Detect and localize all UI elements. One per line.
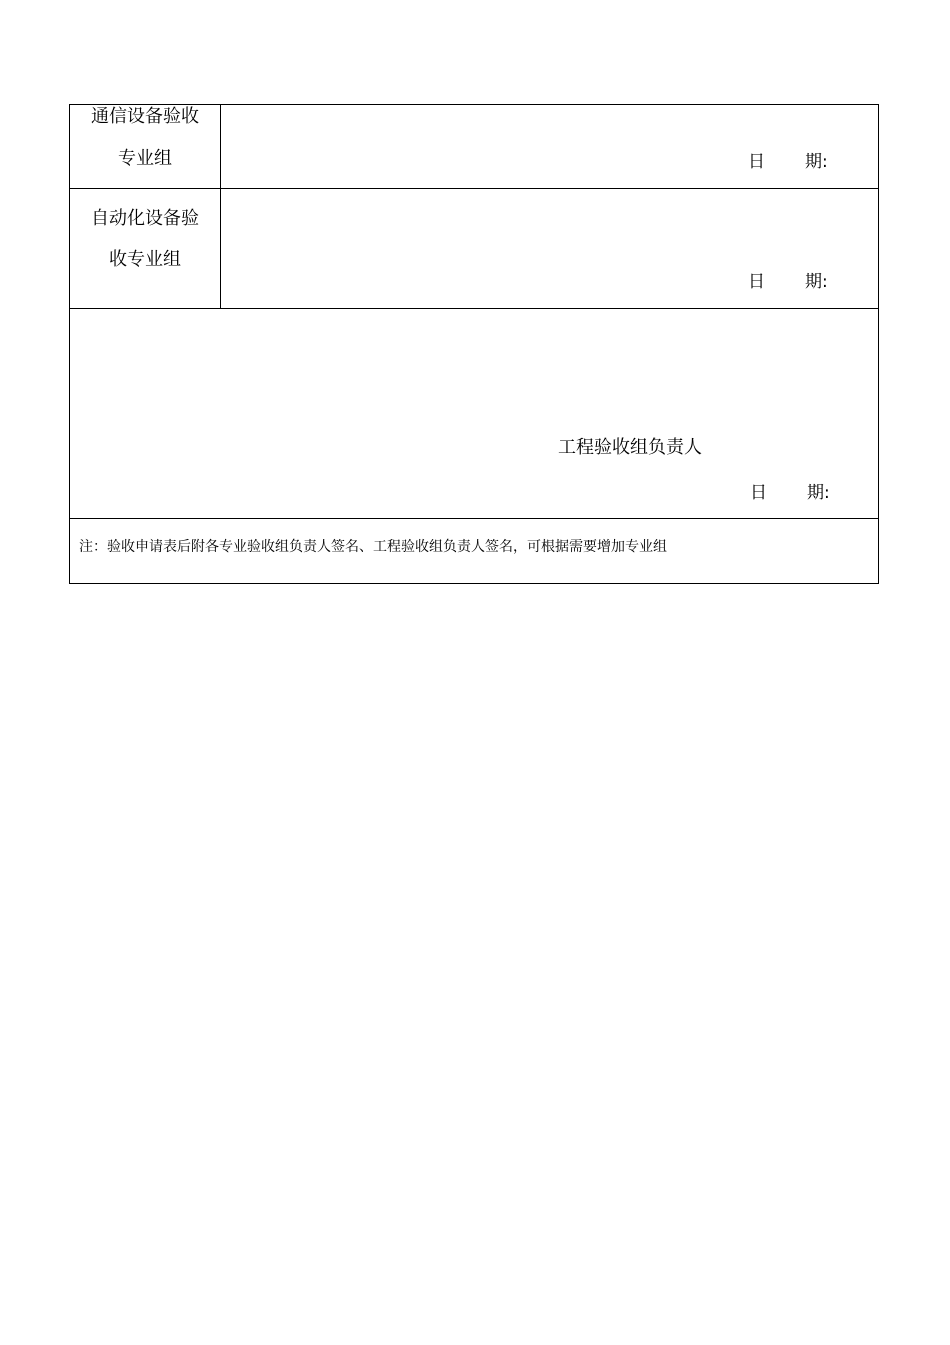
acceptance-sign-table [69, 104, 879, 584]
automation-group-sign-cell[interactable] [221, 189, 879, 309]
automation-group-date [748, 267, 828, 292]
note-cell [70, 519, 879, 584]
note-text: 注：验收申请表后附各专业验收组负责人签名、工程验收组负责人签名，可根据需要增加专业组 [79, 539, 667, 555]
automation-group-label-line2: 收专业组 [109, 249, 181, 270]
chief-sign-cell[interactable] [70, 309, 879, 519]
note-row [70, 519, 879, 584]
chief-date [750, 478, 830, 503]
automation-group-label-line1: 自动化设备验 [91, 208, 199, 229]
comm-group-label-cell [70, 105, 221, 189]
chief-date-char2: 期: [807, 483, 830, 503]
comm-group-date [748, 147, 828, 172]
chief-label: 工程验收组负责人 [558, 437, 702, 458]
comm-group-sign-cell[interactable] [221, 105, 879, 189]
comm-group-label-line2: 专业组 [118, 148, 172, 169]
automation-group-date-char1: 日 [748, 272, 765, 292]
comm-group-label-line1: 通信设备验收 [91, 106, 199, 127]
chief-row [70, 309, 879, 519]
comm-group-date-char1: 日 [748, 152, 765, 172]
comm-group-row [70, 105, 879, 189]
automation-group-row [70, 189, 879, 309]
comm-group-date-char2: 期: [805, 152, 828, 172]
chief-date-char1: 日 [750, 483, 767, 503]
automation-group-date-char2: 期: [805, 272, 828, 292]
automation-group-label-cell [70, 189, 221, 309]
